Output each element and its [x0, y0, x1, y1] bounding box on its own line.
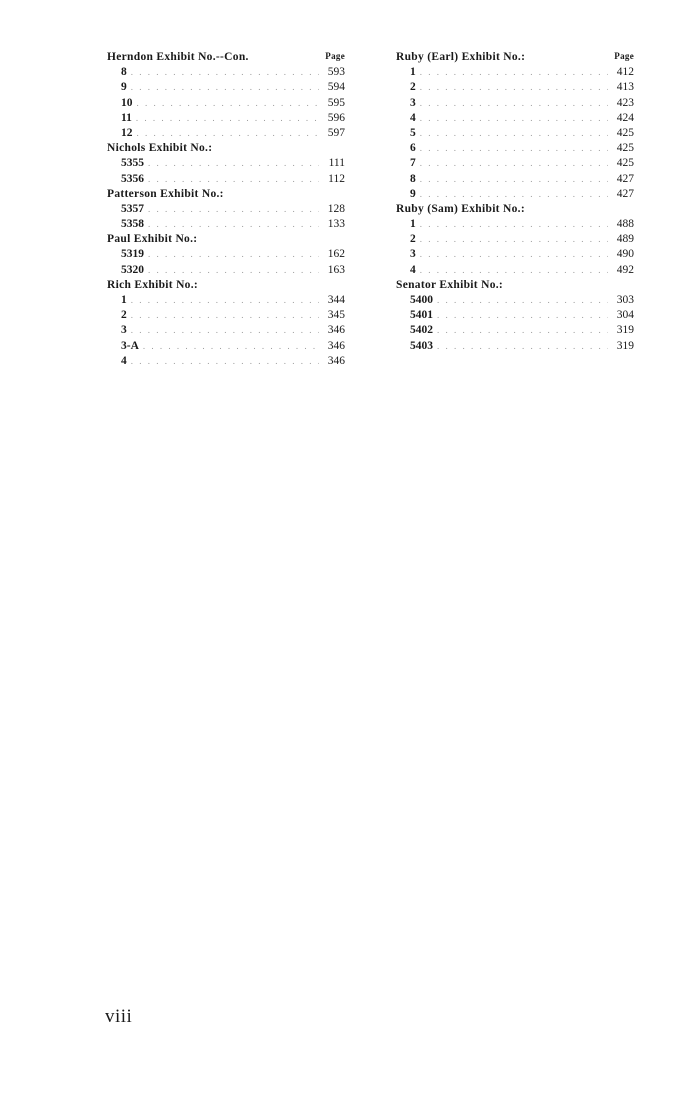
exhibit-number: 5355: [121, 157, 144, 170]
exhibit-heading-text: Rich Exhibit No.:: [107, 278, 199, 291]
index-entry: [107, 308, 345, 323]
exhibit-number: 5320: [121, 263, 144, 276]
dot-leader: [420, 172, 608, 187]
index-entry: [396, 65, 634, 80]
dot-leader: [420, 187, 608, 202]
exhibit-number: 5356: [121, 172, 144, 185]
dot-leader: [420, 141, 608, 156]
page-number: 133: [327, 218, 345, 231]
dot-leader: [148, 217, 319, 232]
dot-leader: [420, 247, 608, 262]
dot-leader: [131, 293, 319, 308]
exhibit-number: 9: [410, 187, 416, 200]
index-entry: [396, 80, 634, 95]
dot-leader: [143, 339, 319, 354]
exhibit-number: 6: [410, 142, 416, 155]
exhibit-number: 1: [410, 66, 416, 79]
exhibit-number: 5357: [121, 202, 144, 215]
index-entry: [107, 96, 345, 111]
page-number: 344: [327, 294, 345, 306]
exhibit-number: 2: [410, 233, 416, 246]
page-number: 424: [616, 111, 634, 124]
page-number: 413: [616, 81, 634, 94]
exhibit-number: 9: [121, 81, 127, 94]
exhibit-number: 8: [410, 172, 416, 185]
page-number: 346: [327, 354, 345, 367]
dot-leader: [420, 65, 608, 80]
index-column-left: [107, 50, 345, 369]
exhibit-number: 5401: [410, 309, 433, 322]
exhibit-number: 3: [410, 96, 416, 109]
dot-leader: [148, 202, 319, 217]
index-column-right: [396, 50, 634, 354]
index-entry: [107, 65, 345, 80]
dot-leader: [148, 263, 319, 278]
page-number: 303: [616, 294, 634, 306]
index-entry: [396, 126, 634, 141]
exhibit-number: 7: [410, 157, 416, 170]
exhibit-heading-text: Ruby (Earl) Exhibit No.:: [396, 51, 526, 63]
exhibit-number: 5403: [410, 339, 433, 352]
exhibit-heading-text: Herndon Exhibit No.--Con.: [107, 51, 249, 63]
exhibit-heading: [107, 50, 345, 65]
page-column-label: Page: [614, 51, 634, 61]
page-number: 488: [616, 218, 634, 231]
index-entry: [107, 126, 345, 141]
exhibit-heading-text: Patterson Exhibit No.:: [107, 187, 224, 200]
exhibit-heading: [107, 141, 345, 156]
dot-leader: [420, 126, 608, 141]
page-number: 112: [328, 172, 345, 185]
dot-leader: [437, 308, 608, 323]
page-number: 346: [327, 339, 345, 352]
page-number: 128: [327, 202, 345, 215]
index-entry: [396, 323, 634, 338]
index-entry: [396, 156, 634, 171]
index-entry: [107, 354, 345, 369]
dot-leader: [420, 217, 608, 232]
page-folio: viii: [105, 1006, 133, 1027]
index-entry: [107, 293, 345, 308]
page-number: 489: [616, 233, 634, 246]
index-entry: [396, 96, 634, 111]
index-entry: [396, 111, 634, 126]
index-entry: [396, 293, 634, 308]
page-number: 597: [327, 126, 345, 139]
dot-leader: [131, 308, 319, 323]
index-entry: [107, 156, 345, 171]
exhibit-number: 5: [410, 126, 416, 139]
index-entry: [107, 339, 345, 354]
index-entry: [396, 339, 634, 354]
page-number: 425: [616, 126, 634, 139]
page-number: 345: [327, 309, 345, 322]
dot-leader: [148, 247, 319, 262]
exhibit-number: 2: [410, 81, 416, 94]
dot-leader: [420, 232, 608, 247]
index-entry: [396, 141, 634, 156]
exhibit-number: 5319: [121, 248, 144, 261]
index-entry: [396, 172, 634, 187]
exhibit-number: 5402: [410, 324, 433, 337]
dot-leader: [420, 80, 608, 95]
exhibit-number: 4: [410, 263, 416, 276]
exhibit-number: 4: [410, 111, 416, 124]
index-entry: [107, 217, 345, 232]
exhibit-heading-text: Paul Exhibit No.:: [107, 233, 198, 246]
exhibit-heading: [396, 50, 634, 65]
dot-leader: [136, 111, 319, 126]
exhibit-heading: [396, 202, 634, 217]
exhibit-number: 11: [121, 111, 132, 124]
index-entry: [396, 247, 634, 262]
index-entry: [396, 263, 634, 278]
exhibit-number: 2: [121, 309, 127, 322]
page-column-label: Page: [325, 51, 345, 61]
page-number: 346: [327, 324, 345, 337]
index-entry: [107, 111, 345, 126]
dot-leader: [420, 263, 608, 278]
dot-leader: [148, 156, 319, 171]
exhibit-number: 4: [121, 354, 127, 367]
index-entry: [107, 172, 345, 187]
exhibit-number: 10: [121, 96, 133, 109]
page-number: 427: [616, 172, 634, 185]
page-number: 423: [616, 96, 634, 109]
exhibit-number: 5358: [121, 218, 144, 231]
dot-leader: [420, 111, 608, 126]
page-number: 425: [616, 142, 634, 155]
page-number: 162: [327, 248, 345, 261]
index-entry: [107, 80, 345, 95]
page-number: 163: [327, 263, 345, 276]
index-entry: [107, 323, 345, 338]
exhibit-heading-text: Nichols Exhibit No.:: [107, 142, 213, 155]
page-number: 319: [616, 324, 634, 337]
exhibit-heading: [107, 187, 345, 202]
exhibit-heading: [107, 278, 345, 293]
page-number: 111: [328, 157, 345, 170]
dot-leader: [137, 126, 320, 141]
page-number: 425: [616, 157, 634, 170]
page-number: 593: [327, 66, 345, 79]
exhibit-number: 1: [121, 294, 127, 306]
dot-leader: [148, 172, 319, 187]
page-number: 594: [327, 81, 345, 94]
dot-leader: [131, 354, 319, 369]
index-entry: [107, 263, 345, 278]
exhibit-heading: [396, 278, 634, 293]
exhibit-number: 1: [410, 218, 416, 231]
dot-leader: [437, 293, 608, 308]
exhibit-number: 12: [121, 126, 133, 139]
exhibit-heading-text: Senator Exhibit No.:: [396, 278, 504, 291]
page-number: 596: [327, 111, 345, 124]
page-number: 427: [616, 187, 634, 200]
exhibit-number: 8: [121, 66, 127, 79]
index-entry: [396, 232, 634, 247]
index-entry: [396, 308, 634, 323]
dot-leader: [131, 80, 319, 95]
index-entry: [107, 202, 345, 217]
dot-leader: [131, 65, 319, 80]
dot-leader: [131, 323, 319, 338]
page-number: 490: [616, 248, 634, 261]
dot-leader: [437, 339, 608, 354]
page-number: 412: [616, 66, 634, 79]
index-entry: [396, 187, 634, 202]
exhibit-number: 3-A: [121, 339, 139, 352]
page-number: 319: [616, 339, 634, 352]
exhibit-heading-text: Ruby (Sam) Exhibit No.:: [396, 202, 525, 215]
page-number: 492: [616, 263, 634, 276]
dot-leader: [420, 156, 608, 171]
index-entry: [396, 217, 634, 232]
page-number: 595: [327, 96, 345, 109]
exhibit-heading: [107, 232, 345, 247]
dot-leader: [437, 323, 608, 338]
index-entry: [107, 247, 345, 262]
exhibit-number: 3: [121, 324, 127, 337]
exhibit-number: 3: [410, 248, 416, 261]
page-number: 304: [616, 309, 634, 322]
dot-leader: [137, 96, 320, 111]
dot-leader: [420, 96, 608, 111]
exhibit-number: 5400: [410, 294, 433, 306]
